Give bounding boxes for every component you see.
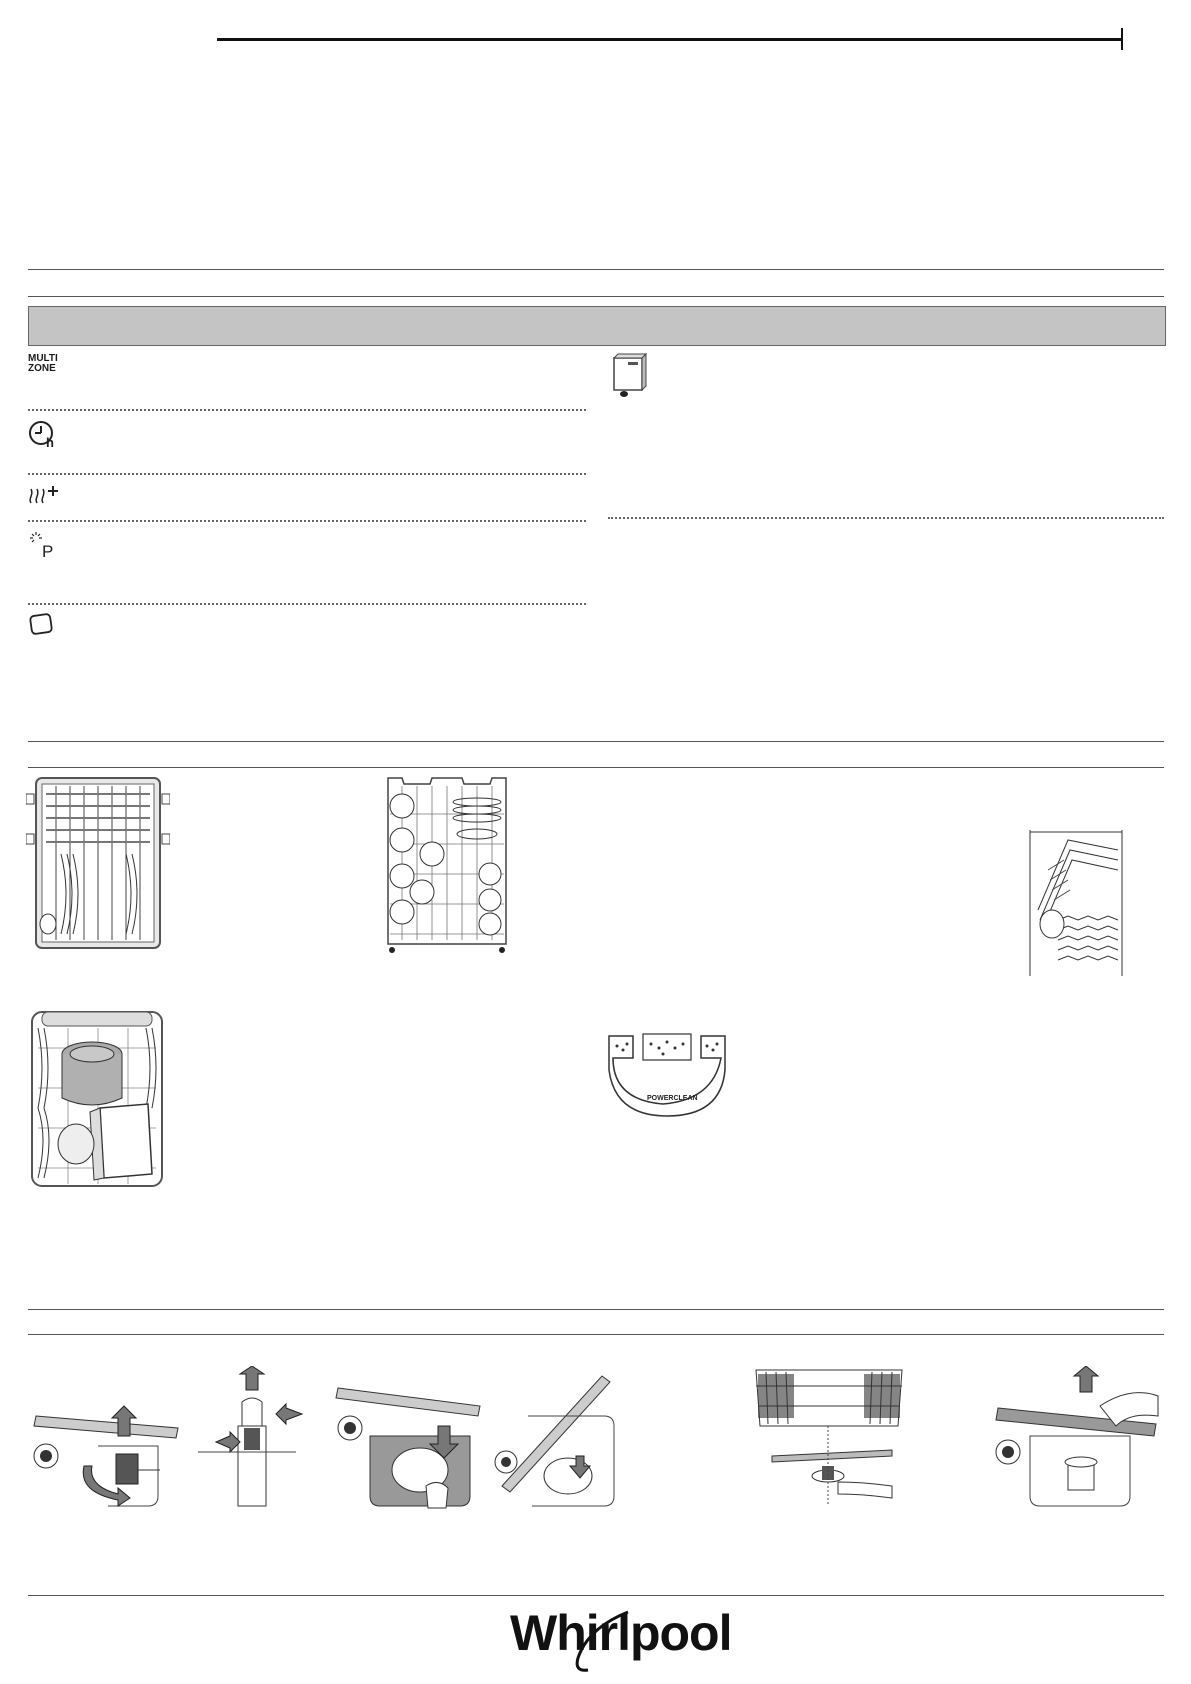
multizone-line2: ZONE bbox=[28, 363, 56, 374]
section-rule-6 bbox=[28, 1334, 1164, 1335]
filter-removal-figure-4 bbox=[492, 1366, 624, 1515]
dotted-separator bbox=[28, 603, 586, 605]
filter-removal-figure-1 bbox=[28, 1366, 186, 1515]
dotted-separator bbox=[28, 473, 586, 475]
section-rule-4 bbox=[28, 767, 1164, 768]
dishwasher-icon bbox=[608, 352, 648, 405]
dotted-separator bbox=[28, 409, 586, 411]
svg-text:h: h bbox=[46, 435, 54, 450]
multizone-line1: MULTI bbox=[28, 353, 58, 364]
powerclean-bar-label: POWERCLEAN bbox=[647, 1095, 698, 1102]
lower-rack-figure bbox=[28, 1008, 166, 1197]
filter-removal-figure-3 bbox=[330, 1366, 488, 1515]
delay-start-icon bbox=[28, 420, 58, 455]
brand-logo: Whirlpool bbox=[510, 1605, 732, 1661]
powerclean-bar-figure bbox=[603, 1030, 735, 1125]
dotted-separator bbox=[28, 520, 586, 522]
folding-tines-figure bbox=[1028, 830, 1124, 983]
section-rule-1 bbox=[28, 269, 1164, 270]
options-band bbox=[28, 306, 1166, 346]
section-rule-5 bbox=[28, 1309, 1164, 1310]
multizone-icon bbox=[28, 354, 58, 374]
section-rule-2 bbox=[28, 296, 1164, 297]
spray-arm-removal-figure bbox=[752, 1366, 908, 1515]
tablet-icon bbox=[28, 612, 56, 643]
upper-spray-arm-figure bbox=[990, 1366, 1162, 1515]
section-rule-3 bbox=[28, 741, 1164, 742]
top-rule bbox=[217, 38, 1122, 41]
extra-dry-icon bbox=[28, 483, 60, 510]
brand-swoosh bbox=[568, 1608, 640, 1676]
powerclean-icon bbox=[28, 530, 58, 565]
top-rule-end-tick bbox=[1121, 28, 1123, 50]
footer-rule bbox=[28, 1595, 1164, 1596]
cutlery-rack-figure bbox=[26, 774, 170, 959]
filter-removal-figure-2 bbox=[196, 1366, 306, 1515]
dotted-separator bbox=[608, 517, 1164, 519]
upper-basket-figure bbox=[382, 774, 512, 959]
powerclean-glyph: P bbox=[42, 542, 54, 560]
